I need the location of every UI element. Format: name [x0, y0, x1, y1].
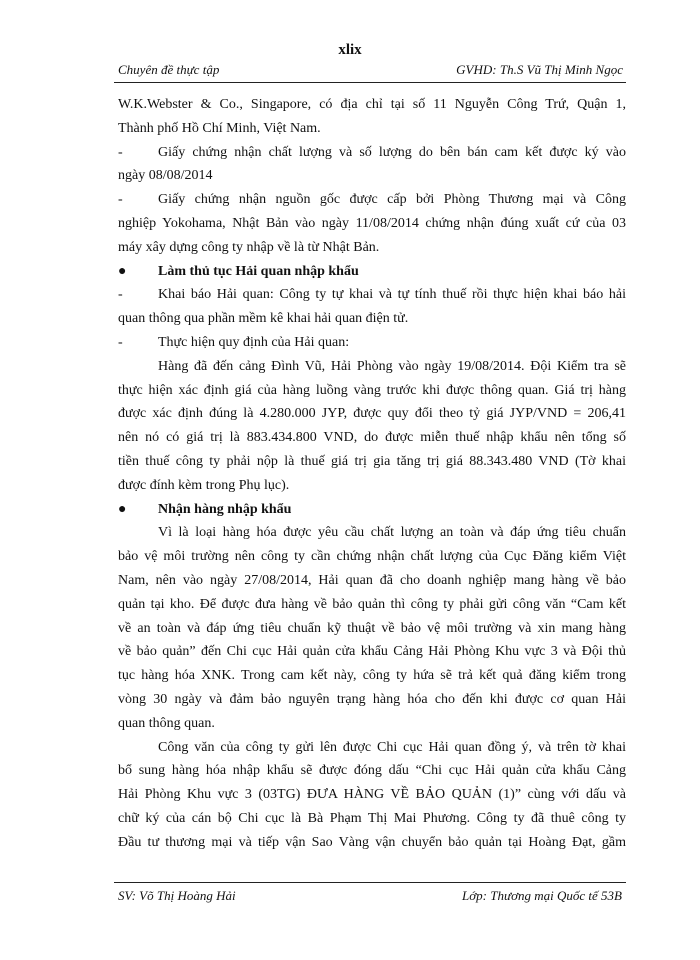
text-line: Hải Phòng Khu vực 3 (03TG) ĐƯA HÀNG VỀ BẢO QUẢN (1)” cùng với dấu và	[118, 787, 626, 803]
dash-item	[118, 283, 626, 307]
section-heading	[118, 498, 626, 522]
text-line: - Giấy chứng nhận chất lượng và số lượng do bên bán cam kết được ký vào	[158, 144, 626, 160]
text-line: bổ sung hàng hóa nhập khẩu sẽ được đóng dấu “Chi cục Hải quản cửa khẩu Cảng	[118, 763, 626, 779]
paragraph	[118, 521, 626, 735]
header-left: Chuyên đề thực tập	[118, 62, 220, 77]
footer-rule	[114, 882, 626, 883]
text-line: - Khai báo Hải quan: Công ty tự khai và tự tính thuế rồi thực hiện khai báo hải	[158, 287, 626, 303]
text-line: nên nó có giá trị là 883.434.800 VND, do được miễn thuế nhập khẩu nên tổng số	[118, 430, 626, 446]
text-line: Vì là loại hàng hóa được yêu cầu chất lượng an toàn và đáp ứng tiêu chuẩn	[158, 525, 626, 541]
dash-item	[118, 188, 626, 212]
paragraph	[118, 736, 626, 855]
text-line: W.K.Webster & Co., Singapore, có địa chỉ tại số 11 Nguyễn Công Trứ, Quận 1,	[118, 97, 626, 112]
text-line: Hàng đã đến cảng Đình Vũ, Hải Phòng vào ngày 19/08/2014. Đội Kiểm tra sẽ	[158, 358, 626, 374]
text-line: - Giấy chứng nhận nguồn gốc được cấp bởi Phòng Thương mại và Công	[158, 192, 626, 208]
text-line: về bảo quản” đến Chi cục Hải quản cửa khẩu Cảng Hải Phòng Khu vực 3 và Đội thủ	[118, 644, 626, 660]
text-line: tục hàng hóa XNK. Trong cam kết này, công ty hứa sẽ trả kết quả đăng kiểm trong	[118, 668, 626, 684]
text-line: máy xây dựng công ty nhập về là từ Nhật Bản.	[118, 239, 380, 255]
paragraph	[118, 164, 626, 188]
text-line: Đầu tư thương mại và tiếp vận Sao Vàng vận chuyển bảo quản tại Hoàng Đạt, gầm	[118, 834, 626, 850]
text-line: được đính kèm trong Phụ lục).	[118, 477, 290, 493]
text-line: ngày 08/08/2014	[118, 168, 213, 184]
text-line: vòng 30 ngày và đảm bảo nguyên trạng hàng hóa cho đến khi được cơ quan Hải	[118, 691, 626, 707]
text-line: Nam, nên vào ngày 27/08/2014, Hải quan đã cho doanh nghiệp mang hàng về bảo	[118, 572, 626, 588]
heading-text: Làm thủ tục Hải quan nhập khẩu	[158, 263, 359, 279]
text-line: được xác định đúng là 4.280.000 JYP, được quy đổi theo tỷ giá JYP/VND = 206,41	[118, 406, 626, 422]
page-number: xlix	[338, 42, 362, 58]
paragraph	[118, 212, 626, 260]
text-line: - Thực hiện quy định của Hải quan:	[158, 334, 350, 350]
paragraph	[118, 93, 626, 141]
header-right: GVHD: Th.S Vũ Thị Minh Ngọc	[456, 62, 623, 77]
text-line: quan thông qua phần mềm kê khai hải quan điện tử.	[118, 311, 409, 327]
header-rule	[114, 82, 626, 83]
footer-right: Lớp: Thương mại Quốc tế 53B	[462, 888, 622, 903]
text-line: nghiệp Yokohama, Nhật Bản vào ngày 11/08/2014 chứng nhận đúng xuất cứ của 03	[118, 215, 626, 231]
text-line: Thành phố Hồ Chí Minh, Việt Nam.	[118, 120, 321, 136]
paragraph	[118, 307, 626, 331]
bullet-icon: ●	[118, 263, 127, 279]
text-line: Công văn của công ty gửi lên được Chi cục Hải quan đồng ý, và trên tờ khai	[158, 739, 626, 755]
heading-text: Nhận hàng nhập khẩu	[158, 501, 292, 517]
page-body	[118, 93, 626, 855]
dash-item	[118, 331, 626, 355]
dash-item	[118, 141, 626, 165]
paragraph	[118, 355, 626, 498]
text-line: về an toàn và đáp ứng tiêu chuẩn kỹ thuật về bảo vệ môi trường và xin mang hàng	[118, 620, 626, 636]
text-line: tiền thuế công ty phải nộp là thuế giá trị gia tăng trị giá 88.343.480 VND (Tờ khai	[118, 453, 626, 469]
footer-left: SV: Võ Thị Hoàng Hải	[118, 888, 236, 903]
bullet-icon: ●	[118, 501, 127, 517]
text-line: quản tại kho. Để được đưa hàng về bảo quản thì công ty phải gửi công văn “Cam kết	[118, 596, 626, 612]
text-line: quan thông quan.	[118, 715, 215, 731]
text-line: thực hiện xác định giá của hàng luồng vàng trước khi được thông quan. Giá trị hàng	[118, 382, 626, 398]
text-line: chữ ký của cán bộ Chi cục là Bà Phạm Thị Mai Phương. Công ty đã thuê công ty	[118, 810, 626, 826]
section-heading	[118, 260, 626, 284]
text-line: bảo vệ môi trường nên công ty cần chứng nhận chất lượng của Cục Đăng kiểm Việt	[118, 549, 626, 565]
